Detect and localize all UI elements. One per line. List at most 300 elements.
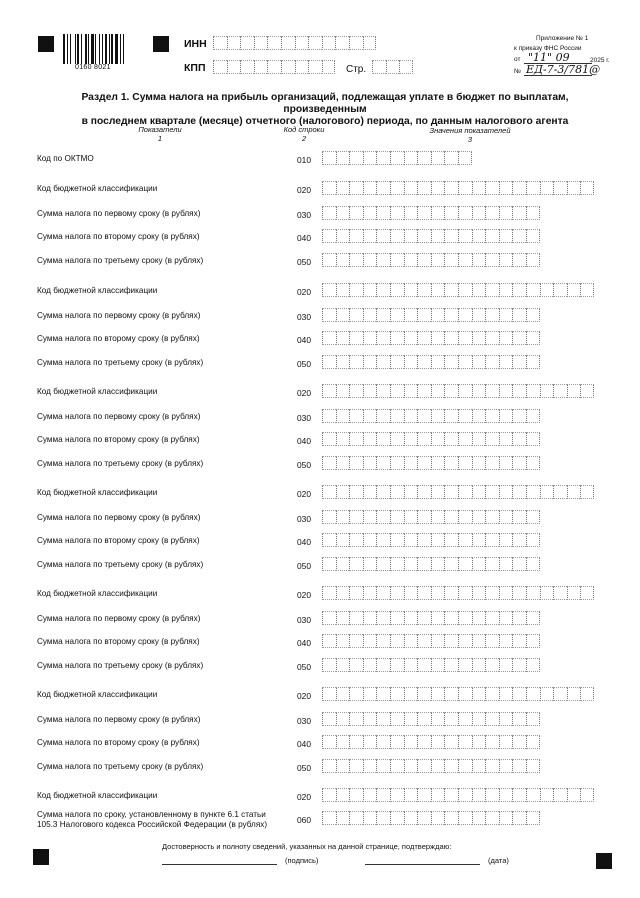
char-cell[interactable] [349,759,363,773]
char-cell[interactable] [363,712,377,726]
char-cell[interactable] [458,283,472,297]
char-cell[interactable] [363,456,377,470]
char-cell[interactable] [376,384,390,398]
tax-second-term-field[interactable] [322,432,540,446]
char-cell[interactable] [390,384,404,398]
char-cell[interactable] [431,229,445,243]
char-cell[interactable] [404,456,418,470]
char-cell[interactable] [472,658,486,672]
char-cell[interactable] [567,788,581,802]
char-cell[interactable] [526,658,540,672]
char-cell[interactable] [363,811,377,825]
char-cell[interactable] [512,658,526,672]
char-cell[interactable] [390,432,404,446]
char-cell[interactable] [363,283,377,297]
tax-third-term-field[interactable] [322,253,540,267]
char-cell[interactable] [485,181,499,195]
signature-line[interactable] [162,864,277,865]
char-cell[interactable] [417,687,431,701]
char-cell[interactable] [336,229,350,243]
char-cell[interactable] [404,308,418,322]
char-cell[interactable] [567,181,581,195]
char-cell[interactable] [431,283,445,297]
char-cell[interactable] [485,634,499,648]
char-cell[interactable] [444,634,458,648]
char-cell[interactable] [512,485,526,499]
char-cell[interactable] [472,409,486,423]
char-cell[interactable] [444,687,458,701]
char-cell[interactable] [444,331,458,345]
kpp-field[interactable] [213,60,335,74]
char-cell[interactable] [444,811,458,825]
char-cell[interactable] [336,759,350,773]
char-cell[interactable] [526,788,540,802]
char-cell[interactable] [485,485,499,499]
char-cell[interactable] [512,409,526,423]
char-cell[interactable] [444,759,458,773]
char-cell[interactable] [512,586,526,600]
char-cell[interactable] [526,253,540,267]
char-cell[interactable] [444,586,458,600]
char-cell[interactable] [322,456,336,470]
char-cell[interactable] [390,331,404,345]
char-cell[interactable] [444,253,458,267]
char-cell[interactable] [322,181,336,195]
char-cell[interactable] [417,331,431,345]
char-cell[interactable] [390,788,404,802]
char-cell[interactable] [567,485,581,499]
char-cell[interactable] [363,533,377,547]
char-cell[interactable] [499,456,513,470]
char-cell[interactable] [267,60,281,74]
char-cell[interactable] [322,687,336,701]
tax-third-term-field[interactable] [322,456,540,470]
char-cell[interactable] [444,283,458,297]
char-cell[interactable] [472,355,486,369]
char-cell[interactable] [431,355,445,369]
char-cell[interactable] [240,60,254,74]
char-cell[interactable] [444,355,458,369]
char-cell[interactable] [349,181,363,195]
char-cell[interactable] [526,181,540,195]
char-cell[interactable] [376,557,390,571]
char-cell[interactable] [390,712,404,726]
char-cell[interactable] [499,485,513,499]
char-cell[interactable] [431,253,445,267]
char-cell[interactable] [444,611,458,625]
char-cell[interactable] [336,283,350,297]
char-cell[interactable] [580,384,594,398]
char-cell[interactable] [499,611,513,625]
char-cell[interactable] [553,687,567,701]
char-cell[interactable] [363,485,377,499]
char-cell[interactable] [499,634,513,648]
char-cell[interactable] [404,253,418,267]
char-cell[interactable] [363,151,377,165]
char-cell[interactable] [363,36,377,50]
char-cell[interactable] [404,788,418,802]
char-cell[interactable] [512,229,526,243]
char-cell[interactable] [349,533,363,547]
char-cell[interactable] [485,206,499,220]
char-cell[interactable] [281,60,295,74]
char-cell[interactable] [431,181,445,195]
char-cell[interactable] [322,384,336,398]
char-cell[interactable] [336,533,350,547]
char-cell[interactable] [404,510,418,524]
tax-second-term-field[interactable] [322,533,540,547]
char-cell[interactable] [472,510,486,524]
char-cell[interactable] [322,36,336,50]
char-cell[interactable] [431,811,445,825]
char-cell[interactable] [458,658,472,672]
char-cell[interactable] [254,60,268,74]
char-cell[interactable] [431,712,445,726]
tax-first-term-field[interactable] [322,611,540,625]
char-cell[interactable] [512,456,526,470]
char-cell[interactable] [322,533,336,547]
char-cell[interactable] [485,735,499,749]
char-cell[interactable] [376,151,390,165]
char-cell[interactable] [458,759,472,773]
char-cell[interactable] [485,331,499,345]
char-cell[interactable] [499,308,513,322]
char-cell[interactable] [485,712,499,726]
char-cell[interactable] [336,712,350,726]
char-cell[interactable] [390,634,404,648]
char-cell[interactable] [349,586,363,600]
char-cell[interactable] [458,432,472,446]
char-cell[interactable] [376,308,390,322]
char-cell[interactable] [336,586,350,600]
tax-third-term-field[interactable] [322,759,540,773]
char-cell[interactable] [390,759,404,773]
char-cell[interactable] [499,181,513,195]
tax-third-term-field[interactable] [322,355,540,369]
char-cell[interactable] [404,658,418,672]
char-cell[interactable] [390,586,404,600]
char-cell[interactable] [349,788,363,802]
char-cell[interactable] [322,557,336,571]
char-cell[interactable] [485,811,499,825]
char-cell[interactable] [472,283,486,297]
char-cell[interactable] [363,510,377,524]
char-cell[interactable] [404,634,418,648]
char-cell[interactable] [472,432,486,446]
char-cell[interactable] [349,36,363,50]
char-cell[interactable] [376,253,390,267]
char-cell[interactable] [431,384,445,398]
char-cell[interactable] [363,432,377,446]
char-cell[interactable] [458,355,472,369]
char-cell[interactable] [444,456,458,470]
char-cell[interactable] [322,432,336,446]
char-cell[interactable] [485,283,499,297]
char-cell[interactable] [431,557,445,571]
char-cell[interactable] [499,712,513,726]
char-cell[interactable] [458,634,472,648]
char-cell[interactable] [376,533,390,547]
char-cell[interactable] [417,611,431,625]
char-cell[interactable] [458,557,472,571]
char-cell[interactable] [540,283,554,297]
char-cell[interactable] [526,409,540,423]
char-cell[interactable] [472,811,486,825]
char-cell[interactable] [499,384,513,398]
char-cell[interactable] [472,557,486,571]
char-cell[interactable] [472,735,486,749]
char-cell[interactable] [404,409,418,423]
char-cell[interactable] [390,533,404,547]
char-cell[interactable] [349,485,363,499]
char-cell[interactable] [349,687,363,701]
char-cell[interactable] [553,384,567,398]
char-cell[interactable] [363,634,377,648]
char-cell[interactable] [499,253,513,267]
char-cell[interactable] [322,308,336,322]
char-cell[interactable] [499,355,513,369]
char-cell[interactable] [349,712,363,726]
char-cell[interactable] [349,253,363,267]
char-cell[interactable] [512,432,526,446]
char-cell[interactable] [417,557,431,571]
char-cell[interactable] [485,355,499,369]
char-cell[interactable] [336,181,350,195]
char-cell[interactable] [417,586,431,600]
char-cell[interactable] [526,634,540,648]
char-cell[interactable] [404,533,418,547]
char-cell[interactable] [485,229,499,243]
char-cell[interactable] [458,788,472,802]
char-cell[interactable] [349,206,363,220]
char-cell[interactable] [580,181,594,195]
char-cell[interactable] [404,181,418,195]
char-cell[interactable] [349,229,363,243]
char-cell[interactable] [444,432,458,446]
char-cell[interactable] [376,409,390,423]
char-cell[interactable] [458,409,472,423]
char-cell[interactable] [363,735,377,749]
char-cell[interactable] [390,811,404,825]
char-cell[interactable] [376,510,390,524]
char-cell[interactable] [472,384,486,398]
char-cell[interactable] [458,687,472,701]
char-cell[interactable] [390,735,404,749]
char-cell[interactable] [336,456,350,470]
char-cell[interactable] [512,253,526,267]
char-cell[interactable] [322,811,336,825]
char-cell[interactable] [431,735,445,749]
char-cell[interactable] [322,355,336,369]
char-cell[interactable] [349,634,363,648]
char-cell[interactable] [390,687,404,701]
char-cell[interactable] [444,409,458,423]
char-cell[interactable] [336,331,350,345]
char-cell[interactable] [431,759,445,773]
char-cell[interactable] [322,485,336,499]
tax-61-term-field[interactable] [322,811,540,825]
char-cell[interactable] [499,557,513,571]
char-cell[interactable] [404,811,418,825]
char-cell[interactable] [431,206,445,220]
char-cell[interactable] [458,533,472,547]
char-cell[interactable] [404,557,418,571]
char-cell[interactable] [567,586,581,600]
char-cell[interactable] [472,456,486,470]
char-cell[interactable] [444,206,458,220]
char-cell[interactable] [431,485,445,499]
char-cell[interactable] [526,510,540,524]
char-cell[interactable] [499,409,513,423]
char-cell[interactable] [349,735,363,749]
char-cell[interactable] [526,735,540,749]
char-cell[interactable] [363,331,377,345]
char-cell[interactable] [458,206,472,220]
tax-first-term-field[interactable] [322,206,540,220]
char-cell[interactable] [349,432,363,446]
char-cell[interactable] [580,283,594,297]
char-cell[interactable] [458,735,472,749]
tax-first-term-field[interactable] [322,409,540,423]
char-cell[interactable] [390,611,404,625]
char-cell[interactable] [499,510,513,524]
char-cell[interactable] [254,36,268,50]
char-cell[interactable] [567,687,581,701]
page-field[interactable] [372,60,413,74]
char-cell[interactable] [431,510,445,524]
char-cell[interactable] [526,331,540,345]
char-cell[interactable] [458,586,472,600]
char-cell[interactable] [431,409,445,423]
char-cell[interactable] [485,456,499,470]
char-cell[interactable] [417,206,431,220]
char-cell[interactable] [512,811,526,825]
char-cell[interactable] [472,586,486,600]
char-cell[interactable] [553,283,567,297]
char-cell[interactable] [458,485,472,499]
char-cell[interactable] [485,253,499,267]
char-cell[interactable] [472,485,486,499]
char-cell[interactable] [444,735,458,749]
char-cell[interactable] [376,181,390,195]
char-cell[interactable] [308,36,322,50]
char-cell[interactable] [363,384,377,398]
char-cell[interactable] [485,658,499,672]
char-cell[interactable] [444,510,458,524]
char-cell[interactable] [322,283,336,297]
char-cell[interactable] [336,687,350,701]
char-cell[interactable] [431,586,445,600]
char-cell[interactable] [390,409,404,423]
char-cell[interactable] [417,811,431,825]
char-cell[interactable] [580,687,594,701]
char-cell[interactable] [472,331,486,345]
char-cell[interactable] [417,253,431,267]
char-cell[interactable] [417,409,431,423]
char-cell[interactable] [526,384,540,398]
char-cell[interactable] [417,181,431,195]
char-cell[interactable] [417,283,431,297]
char-cell[interactable] [458,510,472,524]
tax-second-term-field[interactable] [322,735,540,749]
char-cell[interactable] [390,151,404,165]
char-cell[interactable] [376,634,390,648]
char-cell[interactable] [458,811,472,825]
char-cell[interactable] [526,586,540,600]
char-cell[interactable] [322,788,336,802]
char-cell[interactable] [472,611,486,625]
char-cell[interactable] [336,485,350,499]
char-cell[interactable] [458,456,472,470]
char-cell[interactable] [526,206,540,220]
char-cell[interactable] [363,409,377,423]
char-cell[interactable] [512,510,526,524]
char-cell[interactable] [485,687,499,701]
char-cell[interactable] [322,658,336,672]
char-cell[interactable] [376,206,390,220]
char-cell[interactable] [322,60,336,74]
char-cell[interactable] [444,658,458,672]
char-cell[interactable] [376,759,390,773]
char-cell[interactable] [458,611,472,625]
kbk-field[interactable] [322,283,594,297]
char-cell[interactable] [349,283,363,297]
char-cell[interactable] [512,687,526,701]
char-cell[interactable] [458,308,472,322]
char-cell[interactable] [444,485,458,499]
char-cell[interactable] [363,611,377,625]
tax-second-term-field[interactable] [322,331,540,345]
char-cell[interactable] [458,181,472,195]
char-cell[interactable] [485,384,499,398]
char-cell[interactable] [336,151,350,165]
char-cell[interactable] [349,510,363,524]
kbk-field[interactable] [322,586,594,600]
char-cell[interactable] [472,712,486,726]
char-cell[interactable] [376,611,390,625]
char-cell[interactable] [404,151,418,165]
char-cell[interactable] [417,658,431,672]
char-cell[interactable] [349,658,363,672]
char-cell[interactable] [322,151,336,165]
char-cell[interactable] [336,253,350,267]
char-cell[interactable] [404,432,418,446]
char-cell[interactable] [540,384,554,398]
char-cell[interactable] [363,586,377,600]
char-cell[interactable] [417,355,431,369]
char-cell[interactable] [526,533,540,547]
char-cell[interactable] [472,253,486,267]
char-cell[interactable] [363,229,377,243]
char-cell[interactable] [540,788,554,802]
tax-first-term-field[interactable] [322,510,540,524]
char-cell[interactable] [458,384,472,398]
char-cell[interactable] [322,510,336,524]
char-cell[interactable] [404,712,418,726]
char-cell[interactable] [512,611,526,625]
tax-second-term-field[interactable] [322,229,540,243]
char-cell[interactable] [390,229,404,243]
char-cell[interactable] [540,485,554,499]
char-cell[interactable] [213,36,227,50]
char-cell[interactable] [580,586,594,600]
char-cell[interactable] [512,181,526,195]
char-cell[interactable] [485,409,499,423]
char-cell[interactable] [512,533,526,547]
char-cell[interactable] [458,331,472,345]
char-cell[interactable] [399,60,413,74]
char-cell[interactable] [349,308,363,322]
